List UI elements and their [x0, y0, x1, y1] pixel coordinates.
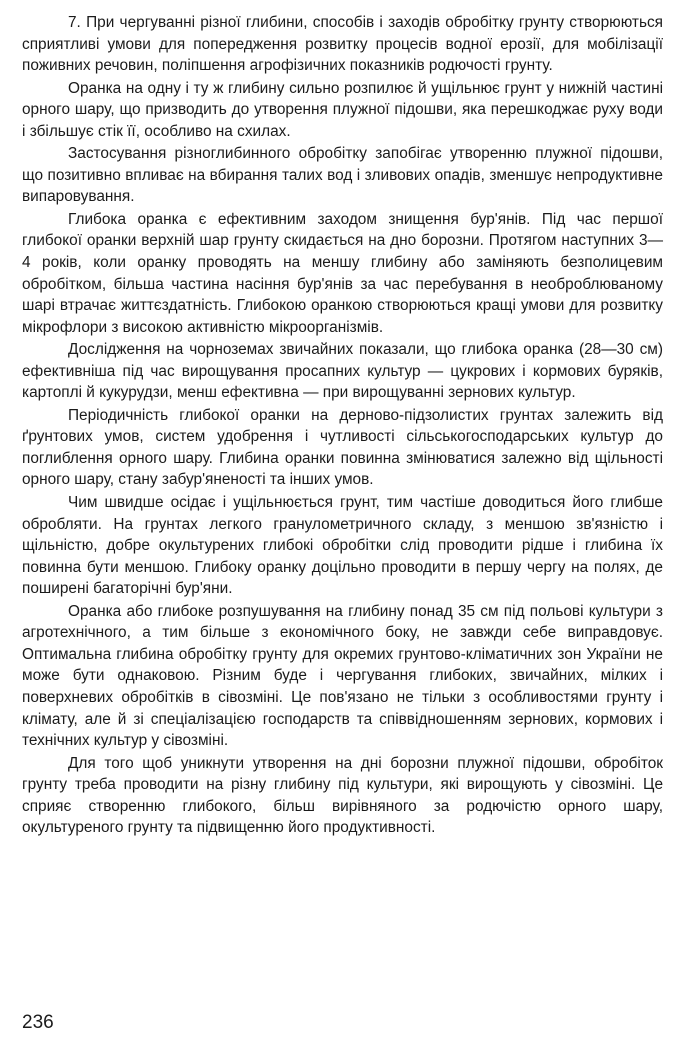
paragraph-7: Чим швидше осідає і ущільнюється грунт, тим частіше доводиться його глибше обробляти. На грунтах легкого гранулометричного складу, з меншою зв'язністю і щільністю, добре окультурених глибокі обробітки слід проводити рідше і глибина їх повинна бути меншою. Глибоку оранку доцільно проводити в першу чергу на полях, де поширені багаторічні бур'яни. [22, 494, 663, 598]
paragraph-8: Оранка або глибоке розпушування на глибину понад 35 см під польові культури з агротехнічного, а тим більше з економічного боку, не завжди себе виправдовує. Оптимальна глибина обробітку грунту для окремих грунтово-кліматичних зон України не може бути однаковою. Різним буде і чергування глибоких, звичайних, мілких і поверхневих обробітків в сівозміні. Це пов'язано не тільки з особливостями грунту і клімату, але й зі спеціалізацією господарств та співвідношенням зернових, кормових і технічних культур у сівозміні. [22, 602, 663, 750]
paragraph-1: 7. При чергуванні різної глибини, способів і заходів обробітку грунту створюються сприятливі умови для попередження розвитку процесів водної ерозії, для мобілізації поживних речовин, поліпшення агрофізичних показників родючості грунту. [22, 14, 663, 75]
page-body-text [22, 12, 663, 839]
paragraph-6: Періодичність глибокої оранки на дерново-підзолистих грунтах залежить від ґрунтових умов, систем удобрення і чутливості сільськогосподарських культур до поглиблення орного шару. Глибина оранки повинна змінюватися залежно від щільності орного шару, стану забур'яненості та інших умов. [22, 406, 663, 489]
paragraph-4: Глибока оранка є ефективним заходом знищення бур'янів. Під час першої глибокої оранки верхній шар грунту скидається на дно борозни. Протягом наступних 3—4 років, коли оранку проводять на меншу глибину або заміняють безполицевим обробітком, більша частина насіння бур'янів за час перебування в необроблюваному шарі втрачає життєздатність. Глибокою оранкою створюються кращі умови для розвитку мікрофлори з високою активністю мікроорганізмів. [22, 210, 663, 336]
paragraph-5: Дослідження на чорноземах звичайних показали, що глибока оранка (28—30 см) ефективніша під час вирощування просапних культур — цукрових і кормових буряків, картоплі й кукурудзи, менш ефективна — при вирощуванні зернових культур. [22, 341, 663, 402]
paragraph-2: Оранка на одну і ту ж глибину сильно розпилює й ущільнює грунт у нижній частині орного шару, що призводить до утворення плужної підошви, яка перешкоджає руху води і збільшує стік її, особливо на схилах. [22, 79, 663, 140]
paragraph-9: Для того щоб уникнути утворення на дні борозни плужної підошви, обробіток грунту треба проводити на різну глибину під культури, які вирощують у сівозміні. Це сприяє створенню глибокого, більш вирівняного за родючістю орного шару, окультуреного грунту та підвищенню його продуктивності. [22, 754, 663, 837]
page-number: 236 [22, 1012, 54, 1033]
paragraph-3: Застосування різноглибинного обробітку запобігає утворенню плужної підошви, що позитивно впливає на вбирання талих вод і зливових опадів, зменшує непродуктивне випаровування. [22, 145, 663, 206]
